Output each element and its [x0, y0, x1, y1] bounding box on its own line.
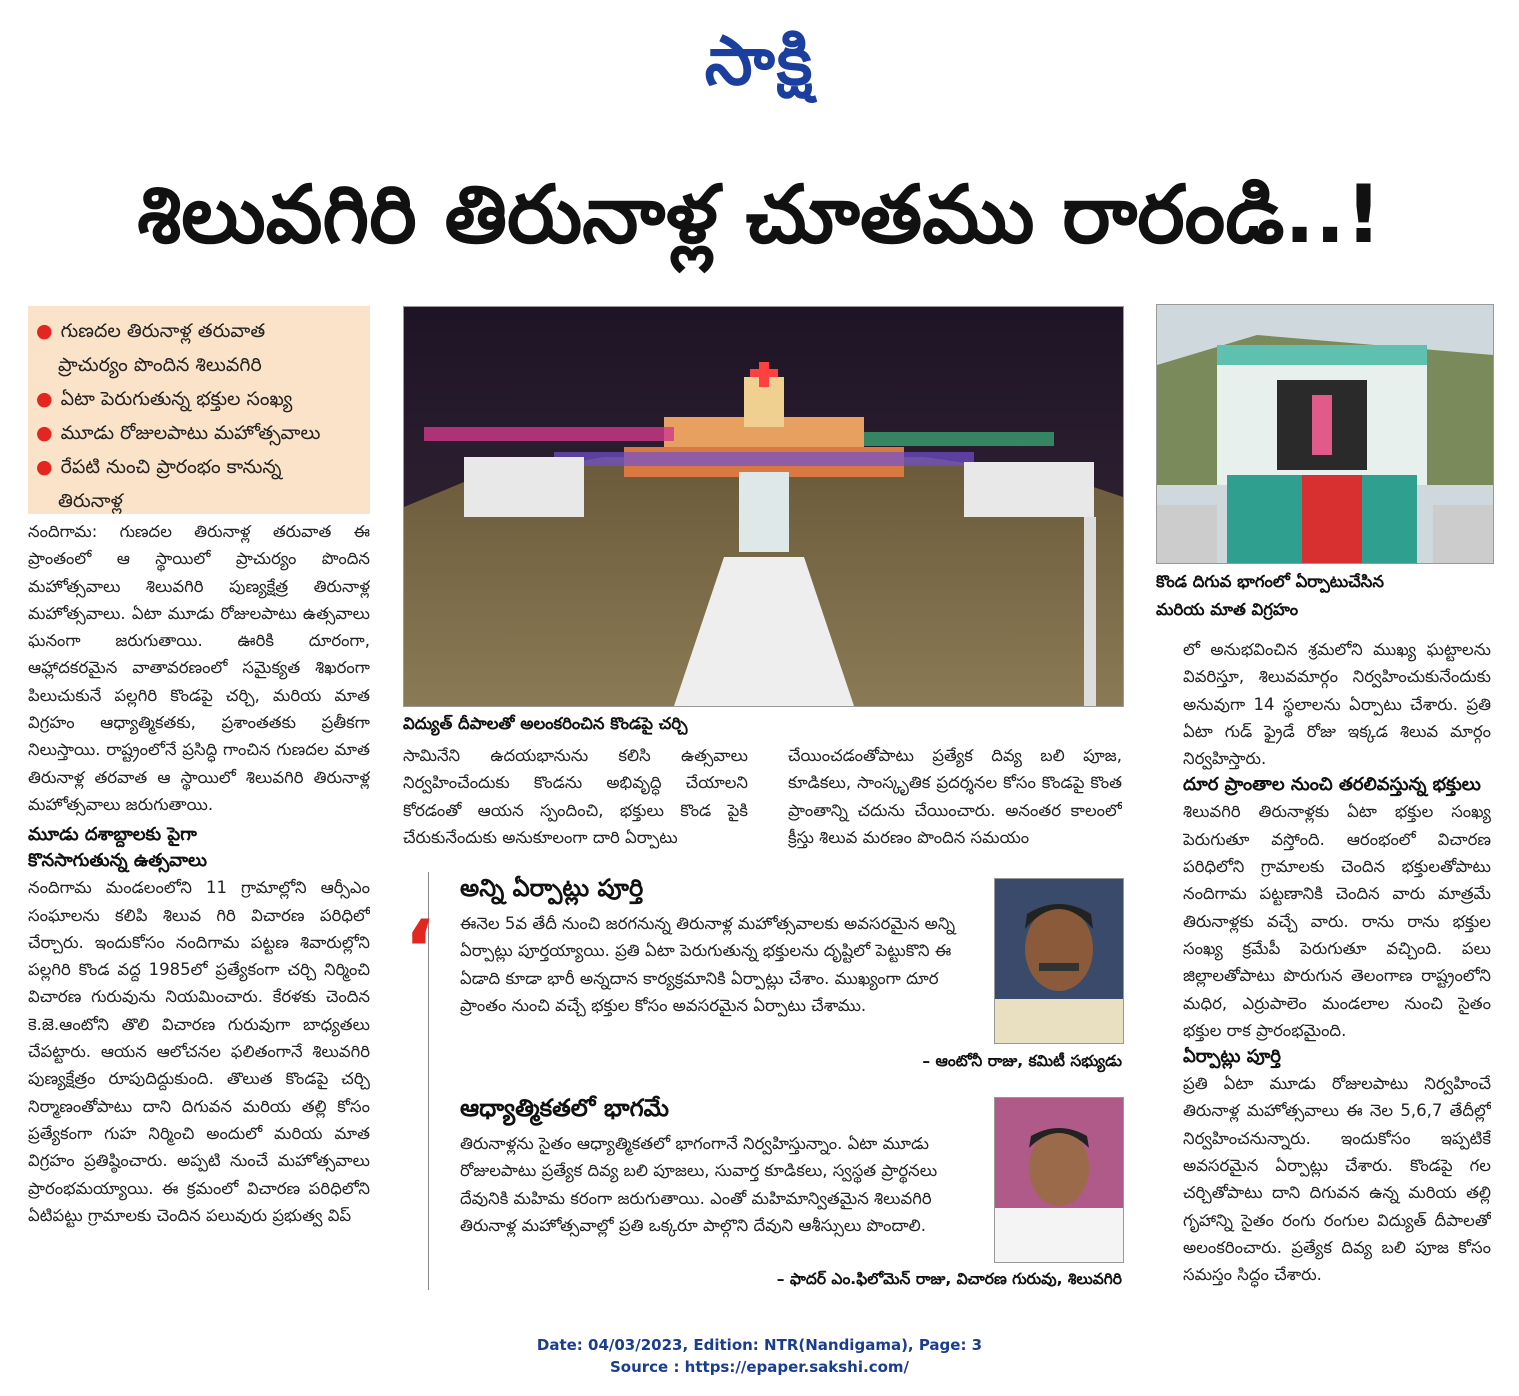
- church-night-photo: [403, 306, 1124, 707]
- subheading: దూర ప్రాంతాల నుంచి తరలివస్తున్న భక్తులు: [1183, 774, 1481, 796]
- quote1-text: ఈనెల 5వ తేదీ నుంచి జరగనున్న తిరునాళ్ల మహోత్సవాలకు అవసరమైన అన్ని ఏర్పాట్లు పూర్తయ్యాయి. ప్రతి ఏటా పెరుగుతున్న భక్తులను దృష్టిలో పెట్టుకొని ఈ ఏడాది కూడా భారీ అన్నదాన కార్యక్రమానికి ఏర్పాట్లు చేశాం. ముఖ్యంగా దూర ప్రాంతం నుంచి వచ్చే భక్తుల కోసం అవసరమైన ఏర్పాటు చేశాము.: [460, 914, 956, 1015]
- highlights-box: [28, 306, 370, 514]
- footer-source[interactable]: Source : https://epaper.sakshi.com/: [609, 1358, 909, 1376]
- paragraph: ప్రతి ఏటా మూడు రోజులపాటు నిర్వహించే తిరునాళ్ల మహోత్సవాలు ఈ నెల 5,6,7 తేదీల్లో నిర్వహించనున్నారు. ఇందుకోసం ఇప్పటికే అవసరమైన ఏర్పాట్లు చేశారు. కొండపై గల చర్చితోపాటు దాని దిగువన ఉన్న మరియ తల్లి గృహాన్ని సైతం రంగు రంగుల విద్యుత్ దీపాలతో అలంకరించారు. ప్రత్యేక దివ్య బలి పూజ కోసం సమస్తం సిద్ధం చేశారు.: [1183, 1074, 1491, 1285]
- quote2-signature: – ఫాదర్ ఎం.ఫిలోమెన్ రాజు, విచారణ గురువు, శిలువగిరి: [776, 1270, 1122, 1288]
- column-3: చేయించడంతోపాటు ప్రత్యేక దివ్య బలి పూజ, కూడికలు, సాంస్కృతిక ప్రదర్శనల కోసం కొండపై కొంత ప్రాంతాన్ని చదును చేయించారు. అనంతర కాలంలో క్రీస్తు శిలువ మరణం పొందిన సమయం: [788, 746, 1122, 847]
- side-photo-caption-1: కొండ దిగువ భాగంలో ఏర్పాటుచేసిన: [1156, 572, 1384, 591]
- highlight-item: ● ఏటా పెరుగుతున్న భక్తుల సంఖ్య: [36, 382, 362, 416]
- highlight-item-cont: తిరునాళ్ల: [58, 490, 123, 512]
- quote2-title: ఆధ్యాత్మికతలో భాగమే: [460, 1094, 669, 1122]
- quote-mark-icon: ‘: [404, 903, 435, 996]
- subheading: కొనసాగుతున్న ఉత్సవాలు: [28, 850, 207, 872]
- headline: శిలువగిరి తిరునాళ్ల చూతము రారండి..!: [137, 168, 1382, 261]
- bullet-icon: ●: [36, 320, 53, 342]
- highlight-item-cont: ప్రాచుర్యం పొందిన శిలువగిరి: [58, 354, 262, 376]
- quote1-signature: – ఆంటోనీ రాజు, కమిటీ సభ్యుడు: [922, 1052, 1122, 1070]
- main-photo-caption: విద్యుత్ దీపాలతో అలంకరించిన కొండపై చర్చి: [403, 714, 688, 733]
- column-2: సామినేని ఉదయభానును కలిసి ఉత్సవాలు నిర్వహించేందుకు కొండను అభివృద్ధి చేయాలని కోరడంతో ఆయన స్పందించి, భక్తులు కొండ పైకి చేరుకునేందుకు అనుకూలంగా దారి ఏర్పాటు: [403, 746, 748, 847]
- paragraph: శిలువగిరి తిరునాళ్లకు ఏటా భక్తుల సంఖ్య పెరుగుతూ వస్తోంది. ఆరంభంలో విచారణ పరిధిలోని గ్రామాలకు చెందిన భక్తులతోపాటు నందిగామ పట్టణానికి చెందిన వారు మాత్రమే తిరునాళ్లకు వచ్చే వారు. రాను రాను భక్తుల సంఖ్య క్రమేపీ పెరుగుతూ వచ్చింది. పలు జిల్లాలతోపాటు పొరుగున తెలంగాణ రాష్ట్రంలోని మధిర, ఎర్రుపాలెం మండలాల నుంచి సైతం భక్తుల రాక ప్రారంభమైంది.: [1183, 802, 1491, 1040]
- bullet-icon: ●: [36, 388, 53, 410]
- portrait-man-1: [995, 879, 1123, 1043]
- paragraph: లో అనుభవించిన శ్రమలోని ముఖ్య ఘట్టాలను వివరిస్తూ, శిలువమార్గం నిర్వహించుకునేందుకు అనువుగా 14 స్థలాలను ఏర్పాటు చేశారు. ప్రతి ఏటా గుడ్ ఫ్రైడే రోజు ఇక్కడ శిలువ మార్గం నిర్వహిస్తారు.: [1183, 640, 1491, 769]
- filomen-raju-portrait: [994, 1097, 1124, 1263]
- body-paragraph: నందిగామ మండలంలోని 11 గ్రామాల్లోని ఆర్సీఎం సంఘాలను కలిపి శిలువ గిరి విచారణ పరిధిలో చేర్చారు. ఇందుకోసం నందిగామ పట్టణ శివారుల్లోని పల్లగిరి కొండ వద్ద 1985లో ప్రత్యేకంగా చర్చి నిర్మించి విచారణ గురువును నియమించారు. కేరళకు చెందిన కె.జె.ఆంటోని తొలి విచారణ గురువుగా బాధ్యతలు చేపట్టారు. ఆయన ఆలోచనల ఫలితంగానే శిలువగిరి పుణ్యక్షేత్రం రూపుదిద్దుకుంది. తొలుత కొండపై చర్చి నిర్మాణంతోపాటు దాని దిగువన మరియ తల్లి కోసం ప్రత్యేకంగా గుహ నిర్మించి అందులో మరియ మాత విగ్రహం ప్రతిష్ఠించారు. అప్పటి నుంచే మహోత్సవాలు ప్రారంభమయ్యాయి. ఈ క్రమంలో విచారణ పరిధిలోని ఏటిపట్టు గ్రామాలకు చెందిన పలువురు ప్రభుత్వ విప్: [28, 878, 370, 1225]
- portrait-man-2: [995, 1098, 1123, 1262]
- antony-raju-portrait: [994, 878, 1124, 1044]
- bullet-icon: ●: [36, 456, 53, 478]
- quote2-text: తిరునాళ్లను సైతం ఆధ్యాత్మికతలో భాగంగానే నిర్వహిస్తున్నాం. ఏటా మూడు రోజులపాటు ప్రత్యేక దివ్య బలి పూజలు, సువార్త కూడికలు, స్వస్థత ప్రార్థనలు దేవునికి మహిమ కరంగా జరుగుతాయి. ఎంతో మహిమాన్వితమైన శిలువగిరి తిరునాళ్ల మహోత్సవాల్లో ప్రతి ఒక్కరూ పాల్గొని దేవుని ఆశీస్సులు పొందాలి.: [460, 1134, 938, 1235]
- quote1-title: అన్ని ఏర్పాట్లు పూర్తి: [460, 874, 644, 902]
- mary-statue-photo: [1156, 304, 1494, 564]
- column-1: [28, 518, 370, 1298]
- mary-statue-image: [1157, 305, 1493, 563]
- church-night-image: [404, 307, 1123, 706]
- highlight-item: ● గుణదల తిరునాళ్ల తరువాత: [36, 314, 362, 348]
- side-photo-caption-2: మరియ మాత విగ్రహం: [1156, 600, 1299, 619]
- subheading: మూడు దశాబ్దాలకు పైగా: [28, 824, 197, 846]
- masthead-logo[interactable]: సాక్షి: [704, 22, 815, 101]
- subheading: ఏర్పాట్లు పూర్తి: [1183, 1046, 1281, 1068]
- footer-date: Date: 04/03/2023, Edition: NTR(Nandigama), Page: 3: [536, 1336, 983, 1354]
- highlight-item: ● రేపటి నుంచి ప్రారంభం కానున్న: [36, 450, 362, 484]
- bullet-icon: ●: [36, 422, 53, 444]
- lead-paragraph: నందిగామ: గుణదల తిరునాళ్ల తరువాత ఈ ప్రాంతంలో ఆ స్థాయిలో ప్రాచుర్యం పొందిన మహోత్సవాలు శిలువగిరి పుణ్యక్షేత్ర తిరునాళ్ల మహోత్సవాలు. ఏటా మూడు రోజులపాటు ఉత్సవాలు ఘనంగా జరుగుతాయి. ఊరికి దూరంగా, ఆహ్లాదకరమైన వాతావరణంలో సమైక్యత శిఖరంగా పిలుచుకునే పల్లగిరి కొండపై చర్చి, మరియ మాత విగ్రహం ఆధ్యాత్మికతకు, ప్రశాంతతకు ప్రతీకగా నిలుస్తాయి. రాష్ట్రంలోనే ప్రసిద్ధి గాంచిన గుణదల మాత తిరునాళ్ల తరవాత ఆ స్థాయిలో శిలువగిరి తిరునాళ్ల మహోత్సవాలు జరుగుతాయి.: [28, 522, 370, 814]
- column-4: [1183, 636, 1491, 1296]
- highlight-item: ● మూడు రోజులపాటు మహోత్సవాలు: [36, 416, 362, 450]
